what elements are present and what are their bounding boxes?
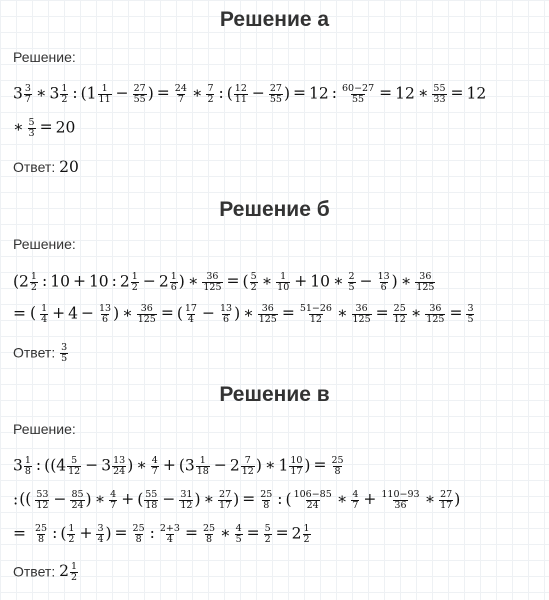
section-b-answer-value: $\frac{3}{5}$ <box>61 342 68 364</box>
section-b-label: Решение: <box>13 236 76 252</box>
section-a-math-line-2: ∗ $\frac{5}{3}$ = 20 <box>13 117 76 139</box>
section-b-answer <box>13 343 69 364</box>
section-b-title: Решение б <box>219 198 330 221</box>
section-c-math-line-3: = $\frac{25}{8}$ : ( $\frac{1}{2}$ + $\frac{3}{4}$ ) = $\frac{25}{8}$ : $\frac{2+3}{4}$ = $\frac{25}{8}$ ∗ $\frac{4}{5}$ = $\frac{5}{2}$ = 2 $\frac{1}{2}$ <box>13 523 310 545</box>
section-a-answer <box>13 158 79 176</box>
section-c-title: Решение в <box>219 383 330 406</box>
section-c-answer-value: 2 $\frac{1}{2}$ <box>59 561 78 583</box>
section-a-answer-label: Ответ: <box>13 159 56 175</box>
section-c-label: Решение: <box>13 421 76 437</box>
section-c-answer-label: Ответ: <box>13 563 56 580</box>
section-c-math-line-1: 3 $\frac{1}{8}$ : ((4 $\frac{5}{12}$ − 3 $\frac{13}{24}$ ) ∗ $\frac{4}{7}$ + (3 $\frac{1}{18}$ − 2 $\frac{7}{12}$ ) ∗ 1 $\frac{10}{17}$ ) = $\frac{25}{8}$ <box>13 455 344 477</box>
section-a-label: Решение: <box>13 49 76 65</box>
section-b-math-line-2: = ( $\frac{1}{4}$ + 4 − $\frac{13}{6}$ ) ∗ $\frac{36}{125}$ = ( $\frac{17}{4}$ − $\frac{13}{6}$ ) ∗ $\frac{36}{125}$ = $\frac{51-26}{12}$ ∗ $\frac{36}{125}$ = $\frac{25}{12}$ ∗ $\frac{36}{125}$ = $\frac{3}{5}$ <box>13 303 474 325</box>
section-c-math-line-2: :(( $\frac{53}{12}$ − $\frac{85}{24}$ ) ∗ $\frac{4}{7}$ + ( $\frac{55}{18}$ − $\frac{31}{12}$ ) ∗ $\frac{27}{17}$ ) = $\frac{25}{8}$ : ( $\frac{106-85}{24}$ ∗ $\frac{4}{7}$ + $\frac{110-93}{36}$ ∗ $\frac{27}{17}$ ) <box>13 489 461 511</box>
section-a-title: Решение а <box>219 8 330 31</box>
section-b-math-line-1: (2 $\frac{1}{2}$ : 10 + 10 : 2 $\frac{1}{2}$ − 2 $\frac{1}{6}$ ) ∗ $\frac{36}{125}$ = ( $\frac{5}{2}$ ∗ $\frac{1}{10}$ + 10 ∗ $\frac{2}{5}$ − $\frac{13}{6}$ ) ∗ $\frac{36}{125}$ <box>13 271 435 293</box>
section-b-answer-label: Ответ: <box>13 344 56 361</box>
section-c-answer <box>13 562 79 583</box>
section-a-math-line-1: 3 $\frac{3}{7}$ ∗ 3 $\frac{1}{2}$ : (1 $\frac{1}{11}$ − $\frac{27}{55}$ ) = $\frac{24}{7}$ ∗ $\frac{7}{2}$ : ( $\frac{12}{11}$ − $\frac{27}{55}$ ) = 12 : $\frac{60-27}{55}$ = 12 ∗ $\frac{55}{33}$ = 12 <box>13 83 487 105</box>
section-a-answer-value: 20 <box>59 158 79 176</box>
